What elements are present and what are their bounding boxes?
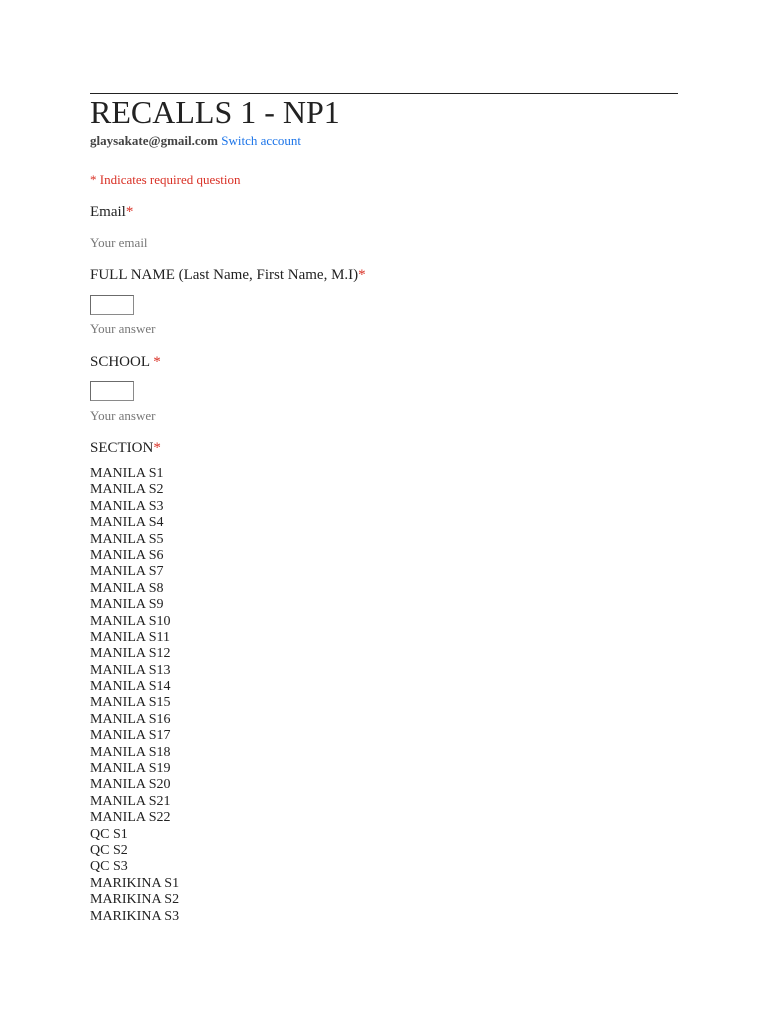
required-star: *	[153, 440, 161, 456]
section-option[interactable]: MANILA S22	[90, 810, 171, 826]
section-option[interactable]: QC S3	[90, 859, 128, 875]
email-field[interactable]: Your email	[90, 235, 148, 250]
section-option[interactable]: MANILA S9	[90, 597, 164, 613]
email-label-text: Email	[90, 204, 126, 220]
section-option[interactable]: QC S1	[90, 826, 128, 842]
school-label-text: SCHOOL	[90, 354, 154, 370]
school-hint: Your answer	[90, 408, 156, 423]
account-email: glaysakate@gmail.com	[90, 133, 218, 148]
section-option[interactable]: MANILA S5	[90, 531, 164, 547]
full-name-label-text: FULL NAME (Last Name, First Name, M.I)	[90, 267, 359, 283]
section-label-text: SECTION	[90, 440, 154, 456]
section-option[interactable]: MANILA S14	[90, 679, 171, 695]
section-question-label	[90, 439, 161, 457]
account-row	[90, 133, 301, 149]
required-star: *	[358, 267, 366, 283]
section-option[interactable]: MANILA S10	[90, 613, 171, 629]
section-option[interactable]: MANILA S18	[90, 744, 171, 760]
form-container	[90, 94, 678, 924]
full-name-hint: Your answer	[90, 321, 156, 336]
full-name-question-label	[90, 266, 366, 284]
section-option[interactable]: MANILA S8	[90, 580, 164, 596]
section-option[interactable]: MANILA S11	[90, 629, 170, 645]
section-option[interactable]: MANILA S16	[90, 711, 171, 727]
switch-account-link[interactable]: Switch account	[221, 133, 302, 148]
section-option[interactable]: MANILA S15	[90, 695, 171, 711]
section-option[interactable]: MANILA S21	[90, 793, 171, 809]
school-question-label	[90, 353, 161, 371]
section-option[interactable]: MANILA S7	[90, 564, 164, 580]
section-option[interactable]: MANILA S20	[90, 777, 171, 793]
email-question-label	[90, 203, 133, 221]
required-star: *	[153, 354, 161, 370]
section-option[interactable]: MANILA S12	[90, 646, 171, 662]
section-option[interactable]: MANILA S3	[90, 498, 164, 514]
section-option[interactable]: MARIKINA S2	[90, 892, 180, 908]
full-name-input[interactable]	[90, 295, 134, 315]
section-options-list	[90, 466, 179, 925]
required-note: * Indicates required question	[90, 172, 241, 187]
section-option[interactable]: MARIKINA S1	[90, 875, 180, 891]
section-option[interactable]: MARIKINA S3	[90, 908, 180, 924]
section-option[interactable]: MANILA S17	[90, 728, 171, 744]
school-input[interactable]	[90, 381, 134, 401]
form-title: RECALLS 1 - NP1	[90, 94, 340, 130]
section-option[interactable]: MANILA S1	[90, 466, 164, 481]
required-star: *	[125, 204, 134, 220]
section-option[interactable]: MANILA S4	[90, 515, 164, 531]
section-option[interactable]: QC S2	[90, 842, 128, 858]
section-option[interactable]: MANILA S6	[90, 547, 164, 563]
section-option[interactable]: MANILA S2	[90, 482, 164, 498]
section-option[interactable]: MANILA S19	[90, 761, 171, 777]
section-option[interactable]: MANILA S13	[90, 662, 171, 678]
